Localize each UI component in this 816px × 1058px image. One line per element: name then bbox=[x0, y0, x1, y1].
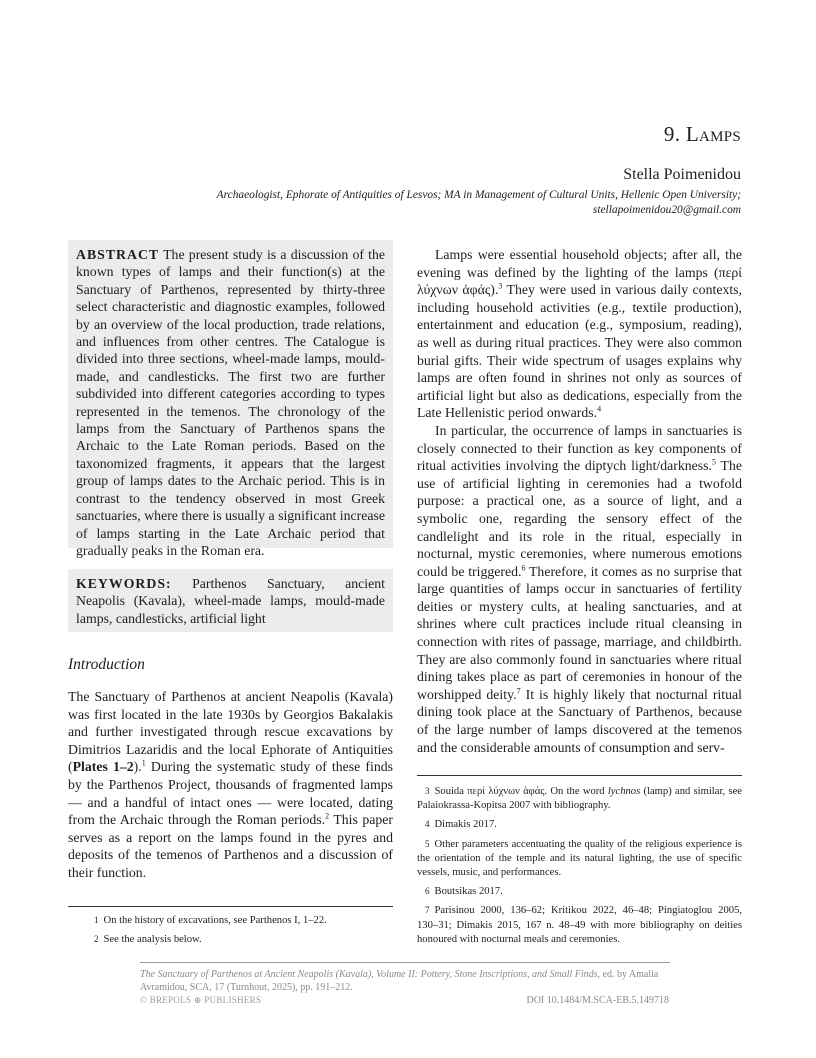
chapter-number: 9. bbox=[663, 122, 681, 146]
footnote: 6 Boutsikas 2017. bbox=[425, 886, 503, 898]
keywords-label: KEYWORDS: bbox=[76, 576, 172, 591]
footnote: 5 Other parameters accentuating the quality of the religious experience is the orientation of the temple and its natural lighting, the use of specific vessels, music, and performances. bbox=[417, 838, 742, 879]
edition-info: , ed. by Amalia Avramidou, SCA, 17 (Turnhout, 2025), pp. 191–212. bbox=[140, 969, 659, 993]
publisher-logo: © BREPOLS ⊕ PUBLISHERS bbox=[140, 995, 262, 1005]
book-title: The Sanctuary of Parthenos at Ancient Neapolis (Kavala), Volume II: Pottery, Stone Inscriptions, and Small Finds bbox=[140, 969, 598, 980]
abstract-box bbox=[68, 240, 393, 558]
footnote-divider bbox=[68, 906, 393, 907]
footnote: 3 Souida περί λύχνων ἁφάς. On the word lychnos (lamp) and similar, see Palaiokrassa-Kopitsa 2007 with bibliography. bbox=[417, 786, 742, 812]
author-name: Stella Poimenidou bbox=[623, 166, 741, 183]
footnote-ref[interactable]: 2 bbox=[325, 811, 330, 821]
footnote-ref[interactable]: 6 bbox=[521, 563, 526, 573]
footnote-ref[interactable]: 1 bbox=[141, 758, 146, 768]
footnote: 7 Parisinou 2000, 136–62; Kritikou 2022, 46–48; Pingiatoglou 2005, 130–31; Dimakis 2015, 167 n. 48–49 with more bibliography on deities honoured with nocturnal meals and ceremonies. bbox=[417, 905, 742, 945]
paragraph: In particular, the occurrence of lamps in sanctuaries is closely connected to their function as key components of ritual activities involving the diptych light/darkness.$^5$ The use of artificial lighting in ceremonies had a twofold purpose: a practical one, as a source of light, and a symbolic one, regarding the sensory effect of the candlelight and its role in the ritual, especially in nocturnal, mystic ceremonies, where numerous emotions could be triggered.$^6$ Therefore, it comes as no surprise that large quantities of lamps occur in sanctuaries of fertility deities or mystery cults, at healing sanctuaries, and at shrines where cult practices include ritual cleansing in connection with rites of passage, marriage, and childbirth. They are also commonly found in sanctuaries where ritual dining takes place as part of ceremonies in honour of the worshipped deity.$^7$ It is highly likely that nocturnal ritual dining took place at the Sanctuary of Parthenos, because of the large number of lamps discovered at the temenos and the considerable amounts of consumption and serv- bbox=[417, 422, 743, 755]
footnote-divider bbox=[417, 775, 742, 776]
introduction-body bbox=[68, 688, 393, 882]
author-email: stellapoimenidou20@gmail.com bbox=[592, 204, 741, 216]
abstract-text: The present study is a discussion of the known types of lamps and their function(s) at the Sanctuary of Parthenos, represented by thirty-three select characteristic and diagnostic examples, followed by an overview of the local production, trade relations, and influences from other centres. The Catalogue is divided into three sections, wheel-made lamps, mould-made, and candlesticks. The first two are further subdivided into different categories according to types represented in the temenos. The chronology of the lamps from the Sanctuary of Parthenos spans the Archaic to the Late Roman periods. Based on the taxonomized fragments, it appears that the largest group of lamps dates to the Archaic period. This is in contrast to the tendency observed in most Greek sanctuaries, where there is usually a significant increase of lamps starting in the Late Archaic period that gradually peaks in the Roman era. bbox=[76, 247, 386, 558]
chapter-title bbox=[664, 122, 741, 147]
footnotes-left bbox=[86, 913, 393, 951]
footer-divider bbox=[140, 962, 670, 963]
paragraph: Lamps were essential household objects; after all, the evening was defined by the lighting of the lamps (περί λύχνων ἁφάς).$^3$ They were used in various daily contexts, including household activities (e.g., textile production), entertainment and education (e.g., symposium, reading), as well as during ritual practices. They were also common burial gifts. Their wide spectrum of usages explains why lamps are often found in shrines not only as sources of artificial light but also as dedications, especially from the Late Hellenistic period onwards.$^4$ bbox=[417, 247, 742, 421]
affiliation-line: Archaeologist, Ephorate of Antiquities of Lesvos; MA in Management of Cultural Units, Hellenic Open University; bbox=[216, 189, 741, 201]
author-affiliation bbox=[121, 188, 741, 218]
source-citation bbox=[140, 968, 670, 994]
footnotes-right bbox=[417, 784, 742, 951]
main-body-right bbox=[417, 246, 742, 756]
doi-link[interactable]: DOI 10.1484/M.SCA-EB.5.149718 bbox=[526, 995, 669, 1006]
footnote: 1 On the history of excavations, see Parthenos I, 1–22. bbox=[94, 915, 327, 926]
footnote: 4 Dimakis 2017. bbox=[425, 819, 497, 831]
keywords-box bbox=[68, 569, 393, 632]
abstract-label: ABSTRACT bbox=[76, 247, 160, 262]
footnote-ref[interactable]: 7 bbox=[516, 686, 521, 696]
footnote-ref[interactable]: 3 bbox=[498, 281, 503, 291]
chapter-title-text: Lamps bbox=[685, 122, 741, 146]
section-heading: Introduction bbox=[68, 656, 145, 673]
plates-ref[interactable]: Plates 1–2 bbox=[72, 759, 134, 775]
footnote-ref[interactable]: 5 bbox=[711, 457, 716, 467]
footnote-ref[interactable]: 4 bbox=[597, 404, 602, 414]
keywords-text: Parthenos Sanctuary, ancient Neapolis (Kavala), wheel-made lamps, mould-made lamps, candlesticks, artificial light bbox=[76, 576, 385, 626]
footnote: 2 See the analysis below. bbox=[94, 934, 202, 946]
paragraph: The Sanctuary of Parthenos at ancient Neapolis (Kavala) was first located in the late 1930s by Georgios Bakalakis and further investigated through rescue excavations by Dimitrios Lazaridis and the local Ephorate of Antiquities (Plates 1–2).$^1$ During the systematic study of these finds by the Parthenos Project, thousands of fragmented lamps — and a handful of intact ones — were located, dating from the Archaic through the Roman periods.$^2$ This paper serves as a report on the lamps found in the pyres and deposits of the temenos of Parthenos and a discussion of their function. bbox=[68, 689, 393, 880]
